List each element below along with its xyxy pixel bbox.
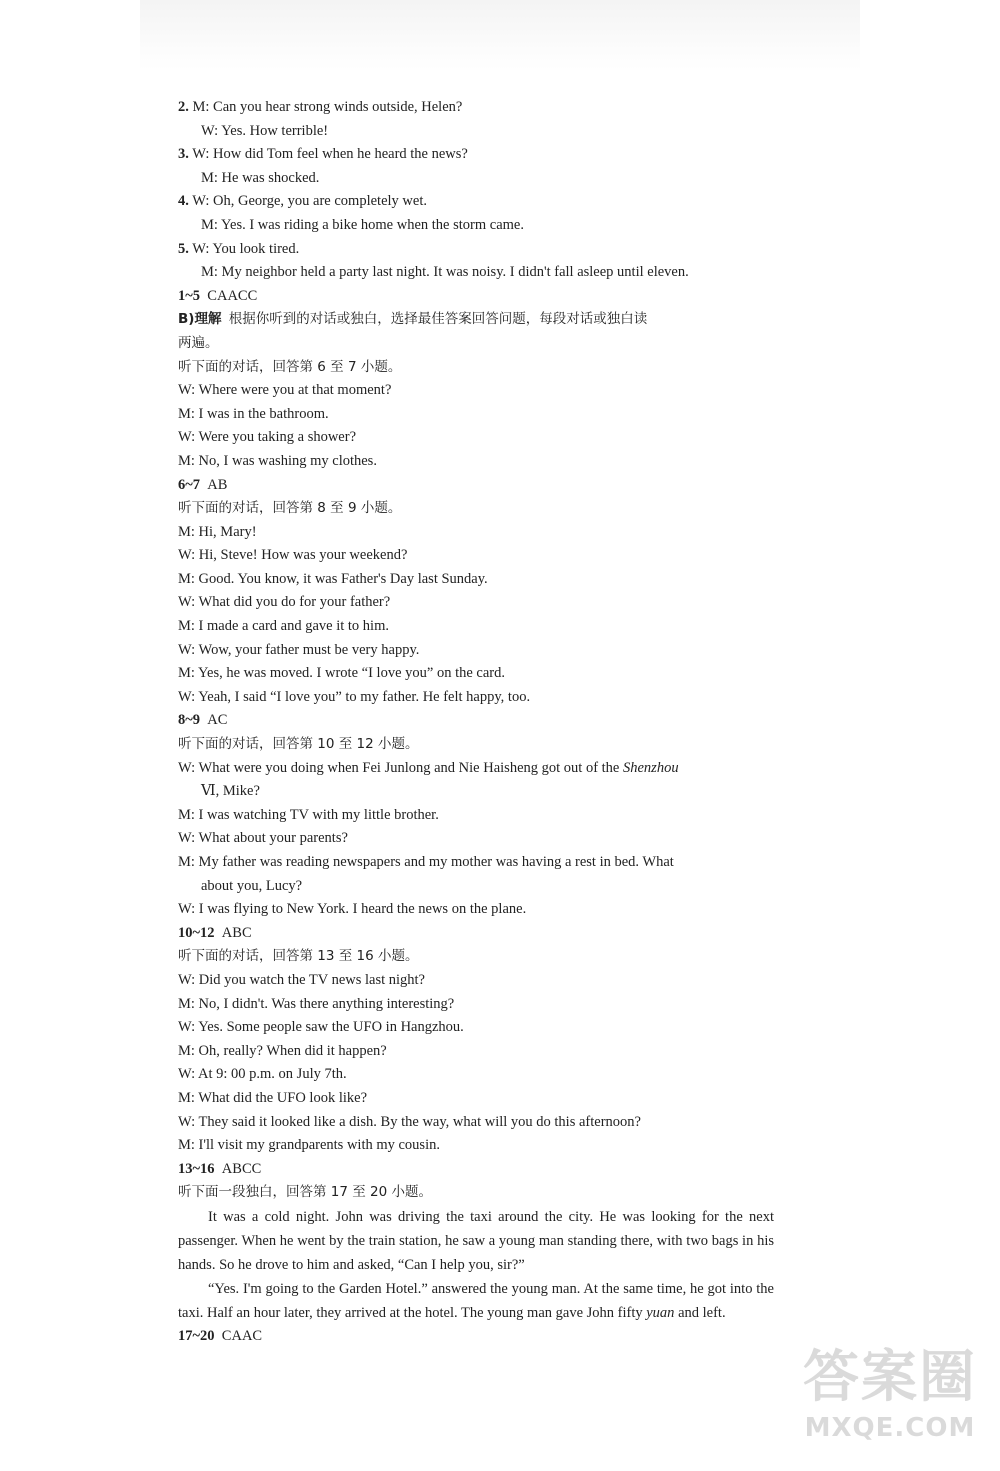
dialog-text: W: Yes. How terrible! [201, 122, 329, 139]
dialog3-line: W: What about your parents? [178, 830, 348, 847]
dialog-line [178, 238, 778, 262]
dialog-text: W: Oh, George, you are completely wet. [188, 193, 427, 210]
dialog-line [178, 143, 778, 167]
dialog1-lines [178, 379, 778, 473]
answer-value: CAACC [207, 287, 258, 304]
dialog3-line-cont: Ⅵ, Mike? [201, 783, 260, 800]
dialog-line [178, 261, 778, 285]
dialog-line: M: Oh, really? When did it happen? [178, 1042, 387, 1059]
dialog-line: M: No, I didn't. Was there anything interesting? [178, 995, 455, 1012]
answer-range: 6~7 [178, 476, 201, 493]
dialog1-intro: 听下面的对话，回答第 6 至 7 小题。 [178, 358, 402, 375]
dialog-text: M: Can you hear strong winds outside, Helen? [188, 99, 463, 115]
question-number: 2. [178, 99, 189, 115]
dialog-line: W: Wow, your father must be very happy. [178, 641, 420, 658]
section-b-heading [178, 308, 778, 332]
monologue-paragraph-1: It was a cold night. John was driving the taxi around the city. He was looking for the next passenger. When he went by the train station, he saw a young man standing there, with two bags in his hands. So he drove to him and asked, “Can I help you, sir?” [178, 1208, 774, 1273]
dialog3-answer [178, 922, 778, 946]
dialog-line [178, 120, 778, 144]
answer-range: 10~12 [178, 924, 215, 941]
dialog-line [178, 214, 778, 238]
dialog-text: M: My neighbor held a party last night. It was noisy. I didn't fall asleep until eleven. [201, 264, 689, 281]
question-number: 5. [178, 240, 189, 257]
answer-range: 13~16 [178, 1160, 215, 1177]
listening-part-a [178, 96, 778, 285]
question-number: 4. [178, 193, 189, 210]
dialog2-answer [178, 709, 778, 733]
dialog-line [178, 96, 778, 120]
answer-range: 1~5 [178, 287, 201, 304]
answer-range: 17~20 [178, 1327, 215, 1344]
dialog-line: W: Where were you at that moment? [178, 382, 392, 399]
answer-value: ABCC [221, 1160, 262, 1177]
monologue-paragraph-2: “Yes. I'm going to the Garden Hotel.” answered the young man. At the same time, he got into the taxi. Half an hour later, they arrived at the hotel. The young man gave John fifty yuan and left. [178, 1280, 774, 1321]
dialog3-line-cont: about you, Lucy? [201, 877, 303, 894]
monologue-intro: 听下面一段独白，回答第 17 至 20 小题。 [178, 1184, 433, 1201]
dialog3-line: M: I was watching TV with my little brother. [178, 806, 439, 823]
dialog4-lines [178, 969, 778, 1158]
dialog3-line: W: I was flying to New York. I heard the news on the plane. [178, 901, 527, 918]
section-b-instruction-cont: 两遍。 [178, 334, 219, 351]
answer-value: AC [207, 712, 228, 729]
answer-line-1-5 [178, 285, 778, 309]
dialog-line [178, 167, 778, 191]
dialog1-answer [178, 474, 778, 498]
dialog-text: W: How did Tom feel when he heard the news? [188, 146, 468, 163]
site-watermark [790, 1343, 990, 1463]
answer-range: 8~9 [178, 712, 201, 729]
dialog3-intro: 听下面的对话，回答第 10 至 12 小题。 [178, 736, 419, 753]
section-b-label: B)理解 [178, 311, 222, 328]
question-number: 3. [178, 146, 189, 163]
answer-value: CAAC [221, 1327, 263, 1344]
dialog-line: M: I was in the bathroom. [178, 405, 329, 422]
dialog-line: W: Yes. Some people saw the UFO in Hangzhou. [178, 1019, 464, 1036]
dialog-line: W: Did you watch the TV news last night? [178, 971, 425, 988]
dialog-line: W: Hi, Steve! How was your weekend? [178, 547, 408, 564]
dialog4-answer [178, 1158, 778, 1182]
dialog3-line: M: My father was reading newspapers and my mother was having a rest in bed. What [178, 854, 674, 870]
top-shadow [140, 0, 860, 70]
dialog2-lines [178, 521, 778, 710]
dialog-line: M: No, I was washing my clothes. [178, 452, 377, 469]
monologue-answer [178, 1325, 778, 1349]
answer-value: AB [207, 476, 228, 493]
dialog4-intro: 听下面的对话，回答第 13 至 16 小题。 [178, 948, 419, 965]
dialog2-intro: 听下面的对话，回答第 8 至 9 小题。 [178, 500, 402, 517]
dialog-text: W: You look tired. [188, 240, 300, 257]
dialog-line: M: Good. You know, it was Father's Day last Sunday. [178, 570, 488, 587]
dialog3-line: W: What were you doing when Fei Junlong and Nie Haisheng got out of the Shenzhou [178, 759, 679, 776]
watermark-logo: 答案圈 [803, 1345, 977, 1410]
dialog-line: M: Yes, he was moved. I wrote “I love you” on the card. [178, 665, 505, 682]
watermark-url: MXQE.COM [804, 1413, 976, 1443]
dialog-line: M: Hi, Mary! [178, 523, 257, 540]
dialog-line: W: Were you taking a shower? [178, 429, 357, 446]
dialog-line: W: What did you do for your father? [178, 594, 391, 611]
dialog-line [178, 190, 778, 214]
dialog-text: M: He was shocked. [201, 169, 320, 186]
answer-value: ABC [221, 924, 252, 941]
section-b-instruction: 根据你听到的对话或独白，选择最佳答案回答问题，每段对话或独白读 [228, 311, 648, 328]
dialog-line: M: I'll visit my grandparents with my cousin. [178, 1137, 440, 1154]
dialog-line: M: What did the UFO look like? [178, 1089, 368, 1106]
dialog-text: M: Yes. I was riding a bike home when the storm came. [201, 216, 524, 233]
dialog-line: M: I made a card and gave it to him. [178, 618, 389, 635]
dialog-line: W: Yeah, I said “I love you” to my father. He felt happy, too. [178, 688, 531, 705]
dialog-line: W: At 9: 00 p.m. on July 7th. [178, 1066, 347, 1083]
dialog-line: W: They said it looked like a dish. By the way, what will you do this afternoon? [178, 1113, 641, 1130]
page-content [178, 96, 778, 1349]
